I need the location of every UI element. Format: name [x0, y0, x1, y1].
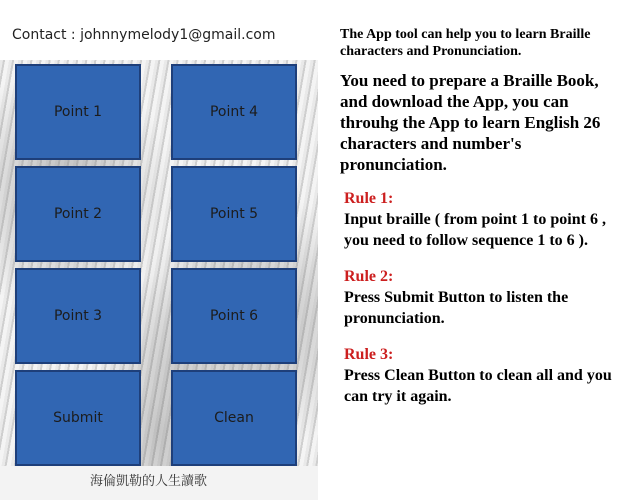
rule-3-title: Rule 3:: [344, 346, 394, 363]
clean-button[interactable]: Clean: [171, 370, 297, 466]
contact-email: Contact : johnnymelody1@gmail.com: [12, 27, 276, 43]
point-1-button[interactable]: Point 1: [15, 64, 141, 160]
rule-1-text: Input braille ( from point 1 to point 6 , you need to follow sequence 1 to 6 ).: [344, 211, 606, 249]
book-caption: 海倫凱勒的人生讀歌: [90, 474, 208, 489]
point-3-button[interactable]: Point 3: [15, 268, 141, 364]
intro-details: You need to prepare a Braille Book, and download the App, you can throuhg the App to learn English 26 characters and number's pronunciation.: [340, 71, 601, 174]
point-4-button[interactable]: Point 4: [171, 64, 297, 160]
rule-3-text: Press Clean Button to clean all and you can try it again.: [344, 367, 612, 405]
rule-2-text: Press Submit Button to listen the pronunciation.: [344, 289, 569, 327]
point-2-button[interactable]: Point 2: [15, 166, 141, 262]
rule-1-title: Rule 1:: [344, 190, 394, 207]
point-6-button[interactable]: Point 6: [171, 268, 297, 364]
point-5-button[interactable]: Point 5: [171, 166, 297, 262]
rule-2-title: Rule 2:: [344, 268, 394, 285]
submit-button[interactable]: Submit: [15, 370, 141, 466]
instructions-panel: [340, 26, 625, 407]
intro-summary: The App tool can help you to learn Braille characters and Pronunciation.: [340, 27, 591, 59]
